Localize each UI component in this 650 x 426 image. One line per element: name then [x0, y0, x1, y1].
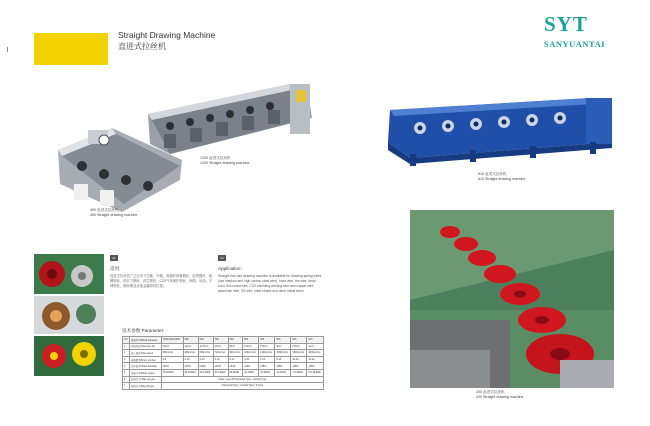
- page-title-cn: 直进式拉丝机: [118, 42, 166, 51]
- page-title: Straight Drawing Machine: [118, 30, 216, 40]
- table-row: [123, 369, 324, 376]
- table-cell: 360m/min: [161, 350, 183, 357]
- table-cell: 7: [123, 383, 130, 390]
- photo-450-machine: [52, 120, 192, 216]
- table-cell: 12-22: [307, 356, 324, 363]
- table-cell: 720m/min: [213, 350, 228, 357]
- table-cell: 200: [307, 337, 324, 344]
- table-cell: 300: [291, 337, 307, 344]
- photo-610-machine: [380, 92, 616, 170]
- table-cell: NO: [123, 337, 130, 344]
- table-cell: ≤90%: [161, 363, 183, 370]
- table-cell: 30-90kW: [228, 369, 243, 376]
- table-cell: 放线方式/Pay-off type: [130, 383, 161, 390]
- table-cell: 2mm: [307, 343, 324, 350]
- caption-610-en: 610 Straight drawing machine: [478, 177, 526, 181]
- brand-subtitle: SANYUANTAI: [544, 39, 606, 49]
- table-cell: 6: [123, 376, 130, 383]
- table-cell: 450: [259, 337, 275, 344]
- table-cell: 1500m/min: [275, 350, 291, 357]
- page-edge-mark: [7, 47, 8, 52]
- table-cell: 4-15: [243, 356, 259, 363]
- table-cell: 2: [123, 350, 130, 357]
- table-cell: 8mm: [228, 343, 243, 350]
- table-cell: 3: [123, 356, 130, 363]
- table-cell: 5.5mm: [259, 343, 275, 350]
- caption-610-cn: 610 直进式拉丝机: [478, 172, 507, 176]
- table-cell: 2000m/min: [307, 350, 324, 357]
- table-cell: 3-12: [198, 356, 213, 363]
- table-cell: 600: [228, 337, 243, 344]
- table-cell: ≤96%: [307, 363, 324, 370]
- table-row: [123, 376, 324, 383]
- table-cell: 4-14: [228, 356, 243, 363]
- table-cell: ≤93%: [228, 363, 243, 370]
- table-cell: 560: [243, 337, 259, 344]
- table-cell: 电机功率/Motor power: [130, 369, 161, 376]
- table-cell: 8-18: [275, 356, 291, 363]
- table-cell: ≤95%: [275, 363, 291, 370]
- table-cell: 5: [123, 369, 130, 376]
- table-cell: 4-13: [213, 356, 228, 363]
- table-cell: 900: [183, 337, 198, 344]
- table-cell: 37-110kW: [213, 369, 228, 376]
- table-cell: 规格型号/Block diameter: [130, 337, 161, 344]
- table-cell: 12.5mm: [198, 343, 213, 350]
- photo-collage: [34, 254, 104, 376]
- section-tag-application: 02: [218, 255, 226, 261]
- caption-450-cn: 450 直进式拉丝机: [90, 208, 119, 212]
- caption-200-en: 200 Straight drawing machine: [476, 395, 524, 399]
- table-cell: 600m/min: [198, 350, 213, 357]
- table-row: [123, 350, 324, 357]
- parameter-title: 技术参数 Parameter:: [122, 328, 165, 333]
- table-cell: 55-160kW: [183, 369, 198, 376]
- table-cell: 2.5mm: [291, 343, 307, 350]
- table-cell: 6-16: [259, 356, 275, 363]
- table-cell: 1800m/min: [291, 350, 307, 357]
- table-cell: 75-200kW: [161, 369, 183, 376]
- table-cell: 3-10: [183, 356, 198, 363]
- table-cell: 900m/min: [228, 350, 243, 357]
- table-cell: ≤95%: [259, 363, 275, 370]
- table-cell: 480m/min: [183, 350, 198, 357]
- table-cell: 进线线径/Inlet wire dia: [130, 343, 161, 350]
- table-cell: ≤93%: [213, 363, 228, 370]
- table-cell: ≤96%: [291, 363, 307, 370]
- table-cell: 5.5-18.5kW: [307, 369, 324, 376]
- table-cell: 卷筒数量/Drum number: [130, 356, 161, 363]
- table-cell: 22-75kW: [243, 369, 259, 376]
- table-cell: 16mm: [161, 343, 183, 350]
- usage-text: 直进式拉丝机广泛应用于拉簧、中碳、高碳的弹簧钢丝、胶管钢丝、胎圈钢丝、预应力钢丝、药芯焊丝、CO2气体保护焊丝、铜线、铝线、不锈钢丝、钢丝绳及其他金属线材拉拔。: [110, 274, 213, 288]
- application-heading: Application:: [218, 266, 242, 271]
- table-cell: 15-55kW: [259, 369, 275, 376]
- table-cell: ≤92%: [198, 363, 213, 370]
- caption-200-cn: 200 直进式拉丝机: [476, 390, 505, 394]
- table-cell: 3mm: [275, 343, 291, 350]
- table-cell: 1200m/min: [259, 350, 275, 357]
- table-cell: 45-132kW: [198, 369, 213, 376]
- caption-450-en: 450 Straight drawing machine: [90, 213, 138, 217]
- table-cell: ≤93%: [243, 363, 259, 370]
- table-cell: 350: [275, 337, 291, 344]
- table-cell: 4: [123, 363, 130, 370]
- table-row: [123, 343, 324, 350]
- table-cell: 1300/1200/1000: [161, 337, 183, 344]
- table-cell: 10mm: [213, 343, 228, 350]
- usage-heading: 适用:: [110, 266, 121, 271]
- table-cell: 1: [123, 343, 130, 350]
- caption-1200-en: 1200 Straight drawing machine: [200, 161, 250, 165]
- application-text: Straight line wire drawing machine is available for drawing spring wires (low medium and high carbon steel wire), hose wire, tire wire, bead cord, flux cored wire, CO2 shielding welding wire and copper wire, aluminum wire, SS wire, steel strand and other metal wires.: [218, 274, 322, 293]
- table-row: [123, 337, 324, 344]
- table-cell: 700: [213, 337, 228, 344]
- table-cell: Coiler / pay-off Horizontal Type / Vertical Type: [161, 376, 323, 383]
- table-cell: 14mm: [183, 343, 198, 350]
- table-row: [123, 383, 324, 390]
- table-cell: Horizontal Type / Vertical Type / Z Type: [161, 383, 323, 390]
- table-cell: 1080m/min: [243, 350, 259, 357]
- table-cell: 11-37kW: [275, 369, 291, 376]
- table-cell: 总压缩率/Total reduction: [130, 363, 161, 370]
- table-cell: 收线方式/Take up type: [130, 376, 161, 383]
- table-row: [123, 356, 324, 363]
- table-cell: ≤92%: [183, 363, 198, 370]
- table-cell: 6.5mm: [243, 343, 259, 350]
- table-row: [123, 363, 324, 370]
- header-color-block: [34, 33, 108, 65]
- table-cell: 3-8: [161, 356, 183, 363]
- caption-1200-cn: 1200 直进式拉丝机: [200, 156, 231, 160]
- table-cell: 最大速度/Max speed: [130, 350, 161, 357]
- parameter-table: [122, 336, 324, 390]
- table-cell: 7.5-30kW: [291, 369, 307, 376]
- table-cell: 800: [198, 337, 213, 344]
- brand-logo: SYT: [544, 12, 588, 36]
- section-tag-usage: 01: [110, 255, 118, 261]
- photo-200-machine: [410, 210, 614, 388]
- table-cell: 10-20: [291, 356, 307, 363]
